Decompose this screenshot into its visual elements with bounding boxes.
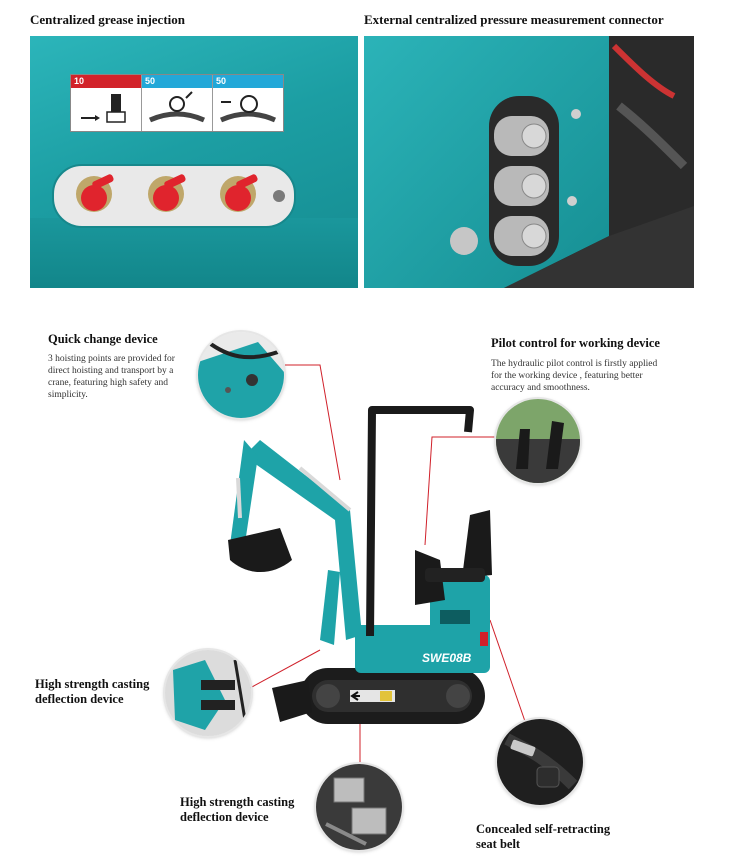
feature-title-casting-left: High strength casting deflection device (35, 677, 150, 706)
feature-title-pilot-control: Pilot control for working device (491, 336, 660, 350)
feature-desc-quick-change: 3 hoisting points are provided for direct hoisting and transport by a crane, featuring high safety and simplicity. (48, 354, 175, 400)
feature-desc-pilot-control: The hydraulic pilot control is firstly applied for the working device , featuring better accuracy and smoothness. (491, 359, 658, 393)
heading-grease-injection: Centralized grease injection (30, 12, 185, 27)
feature-title-seat-belt: Concealed self-retracting seat belt (476, 822, 611, 851)
dozer-blade (272, 680, 312, 722)
interval-value-1: 10 (71, 75, 141, 88)
excavator-illustration (200, 400, 510, 740)
interval-value-2: 50 (142, 75, 212, 88)
interval-value-3: 50 (213, 75, 283, 88)
rubber-track (300, 668, 485, 724)
heading-pressure-connector: External centralized pressure measurement connector (364, 12, 664, 27)
detail-casting-bottom-photo (316, 764, 402, 850)
feature-title-quick-change: Quick change device (48, 332, 158, 346)
swing-cylinder (320, 570, 340, 645)
feature-title-casting-bottom: High strength casting deflection device (180, 795, 295, 824)
model-label: SWE08B (422, 651, 472, 665)
